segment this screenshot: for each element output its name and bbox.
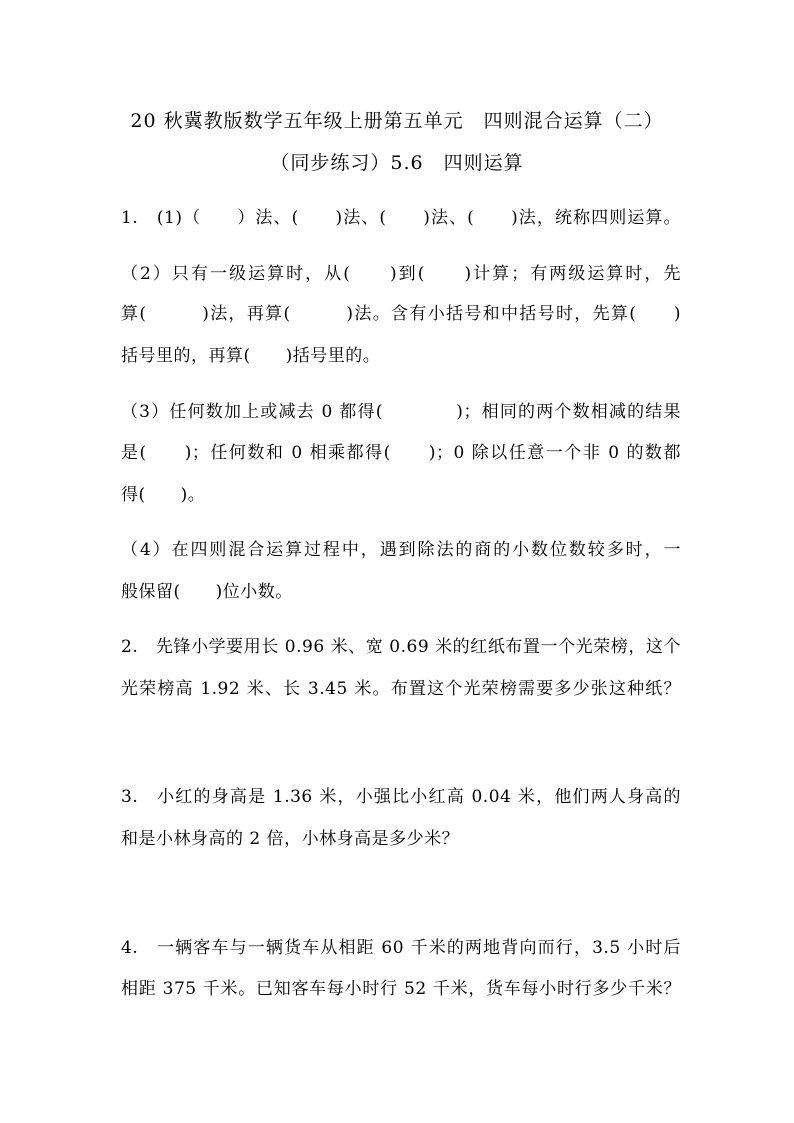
question-4-line-1: 4. 一辆客车与一辆货车从相距 60 千米的两地背向而行，3.5 小时后 (121, 938, 681, 958)
question-1-part-4-line-1: （4）在四则混合运算过程中，遇到除法的商的小数位数较多时，一 (121, 540, 681, 560)
question-3-line-2: 和是小林身高的 2 倍，小林身高是多少米？ (121, 829, 460, 849)
title-line-2: （同步练习）5.6 四则运算 (270, 152, 524, 174)
question-3-line-1: 3. 小红的身高是 1.36 米，小强比小红高 0.04 米，他们两人身高的 (121, 787, 681, 807)
question-1-part-4-line-2: 般保留( )位小数。 (121, 582, 293, 602)
question-1-part-3-line-1: （3）任何数加上或减去 0 都得( )；相同的两个数相减的结果 (121, 402, 681, 422)
title-line-1: 20 秋冀教版数学五年级上册第五单元 四则混合运算（二） (130, 110, 664, 132)
question-1-part-2-line-1: （2）只有一级运算时，从( )到( )计算；有两级运算时，先 (121, 264, 681, 284)
question-1-part-1: 1. (1)（ ）法、( )法、( )法、( )法，统称四则运算。 (121, 208, 681, 228)
question-1-part-3-line-2: 是( )；任何数和 0 相乘都得( )；0 除以任意一个非 0 的数都 (121, 443, 681, 463)
question-2-line-2: 光荣榜高 1.92 米、长 3.45 米。布置这个光荣榜需要多少张这种纸？ (121, 679, 681, 699)
question-1-part-3-line-3: 得( )。 (121, 485, 206, 505)
question-4-line-2: 相距 375 千米。已知客车每小时行 52 千米，货车每小时行多少千米？ (121, 979, 681, 999)
question-2-line-1: 2. 先锋小学要用长 0.96 米、宽 0.69 米的红纸布置一个光荣榜，这个 (121, 637, 681, 657)
question-1-part-2-line-2: 算( )法，再算( )法。含有小括号和中括号时，先算( ) (121, 304, 681, 324)
question-1-part-2-line-3: 括号里的，再算( )括号里的。 (121, 346, 381, 366)
